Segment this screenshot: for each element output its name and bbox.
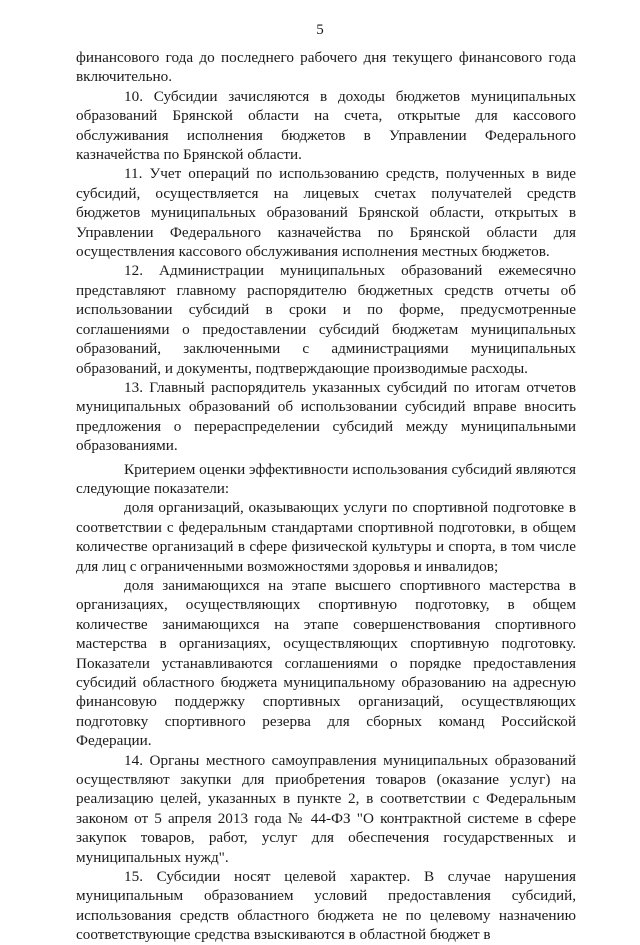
paragraph-12: 12. Администрации муниципальных образований ежемесячно представляют главному распорядителю бюджетных средств отчеты об использовании субсидий в сроки и по форме, предусмотренные соглашениями о предоставлении субсидий бюджетам муниципальных образований, заключенными с администрациями муниципальных образований, и документы, подтверждающие производимые расходы.: [76, 262, 576, 377]
paragraph-continuation: финансового года до последнего рабочего дня текущего финансового года включительно.: [76, 49, 576, 86]
paragraph-10: 10. Субсидии зачисляются в доходы бюджетов муниципальных образований Брянской области на счета, открытые для кассового обслуживания исполнения бюджетов в Управлении Федерального казначейства по Брянской области.: [76, 87, 576, 164]
paragraph-indicator-1: доля организаций, оказывающих услуги по спортивной подготовке в соответствии с федеральным стандартами спортивной подготовки, в общем количестве организаций в сфере физической культуры и спорта, в том числе для лиц с ограниченными возможностями здоровья и инвалидов;: [76, 499, 576, 575]
document-body: [76, 48, 576, 945]
paragraph-14: 14. Органы местного самоуправления муниципальных образований осуществляют закупки для приобретения товаров (оказание услуг) на реализацию целей, указанных в пункте 2, в соответствии с Федеральным законом от 5 апреля 2013 года № 44-ФЗ "О контрактной системе в сфере закупок товаров, работ, услуг для обеспечения государственных и муниципальных нужд".: [76, 751, 576, 866]
paragraph-indicator-2: доля занимающихся на этапе высшего спортивного мастерства в организациях, осуществляющих спортивную подготовку, в общем количестве занимающихся на этапе совершенствования спортивного мастерства в организациях, осуществляющих спортивную подготовку. Показатели устанавливаются соглашениями о порядке предоставления субсидий областного бюджета муниципальному образованию на адресную финансовую поддержку спортивных организаций, осуществляющих подготовку спортивного резерва для сборных команд Российской Федерации.: [76, 576, 576, 750]
paragraph-11: 11. Учет операций по использованию средств, полученных в виде субсидий, осуществляется на лицевых счетах получателей средств бюджетов муниципальных образований Брянской области, открытых в Управлении Федерального казначейства по Брянской области для осуществления кассового обслуживания исполнения местных бюджетов.: [76, 165, 576, 261]
paragraph-criteria: Критерием оценки эффективности использования субсидий являются следующие показатели:: [76, 460, 576, 497]
paragraph-13: 13. Главный распорядитель указанных субсидий по итогам отчетов муниципальных образований об использовании субсидий вправе вносить предложения о перераспределении субсидий между муниципальными образованиями.: [76, 378, 576, 455]
paragraph-15: 15. Субсидии носят целевой характер. В случае нарушения муниципальным образованием условий предоставления субсидий, использования средств областного бюджета не по целевому назначению соответствующие средства взыскиваются в областной бюджет в: [76, 868, 576, 944]
page-number: 5: [316, 22, 324, 38]
